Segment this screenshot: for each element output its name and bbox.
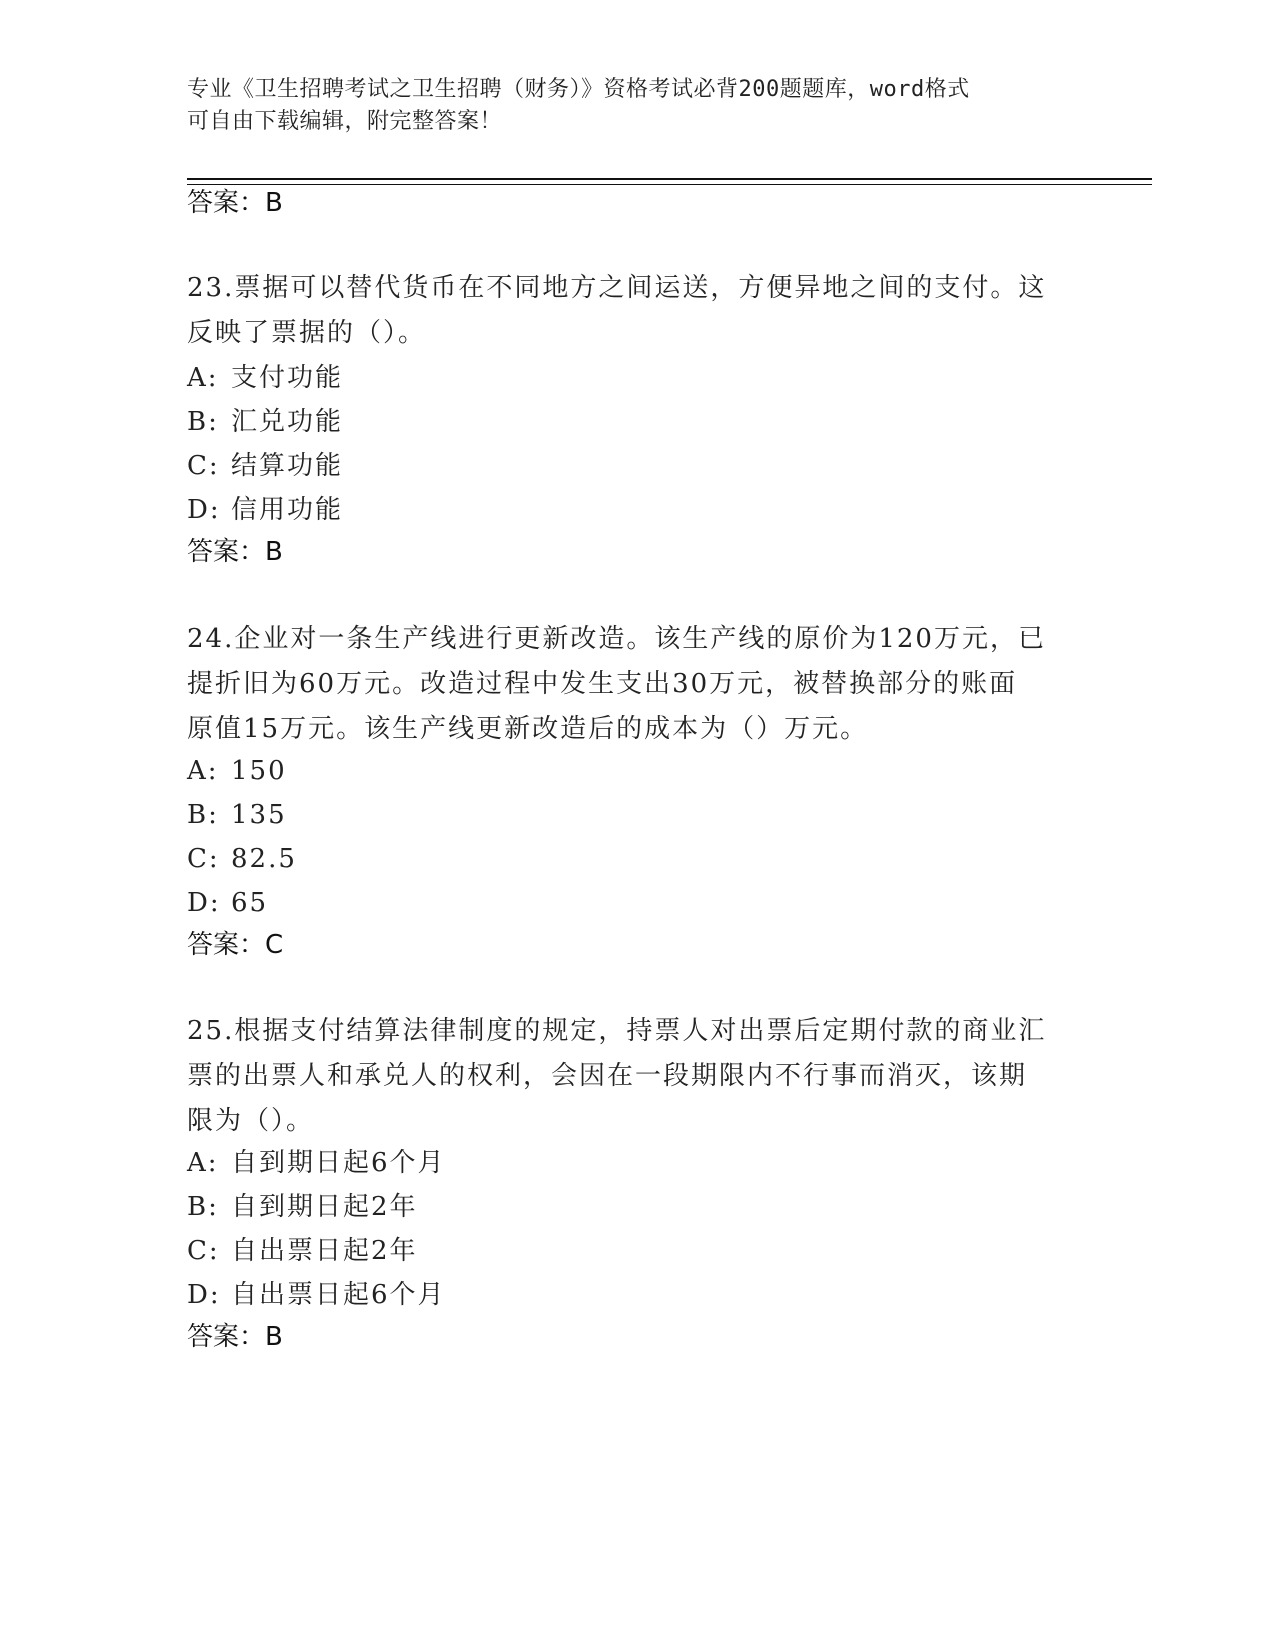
question-stem-line: 提折旧为60万元。改造过程中发生支出30万元，被替换部分的账面: [187, 669, 1018, 699]
previous-answer: 答案：B: [187, 188, 283, 218]
question-stem-line: 25.根据支付结算法律制度的规定，持票人对出票后定期付款的商业汇: [187, 1016, 1047, 1046]
option-text: 信用功能: [231, 495, 344, 525]
option-text: 结算功能: [231, 451, 344, 481]
question-24-option-a: [187, 751, 287, 791]
question-25-stem: [187, 1009, 1087, 1144]
option-key: A:: [187, 1148, 219, 1178]
option-text: 自到期日起6个月: [231, 1148, 446, 1178]
question-stem-line: 票的出票人和承兑人的权利，会因在一段期限内不行事而消灭，该期: [187, 1061, 1028, 1091]
option-key: A:: [187, 363, 219, 393]
option-text: 135: [231, 800, 287, 830]
question-25-option-b: [187, 1187, 418, 1227]
option-text: 82.5: [231, 844, 297, 874]
question-stem-line: 24.企业对一条生产线进行更新改造。该生产线的原价为120万元，已: [187, 624, 1046, 654]
option-key: B:: [187, 800, 219, 830]
header-line-1: 专业《卫生招聘考试之卫生招聘（财务）》资格考试必背200题题库，word格式: [187, 77, 970, 102]
question-24-option-d: [187, 883, 268, 923]
question-23-option-a: [187, 358, 343, 398]
document-header: [187, 74, 1087, 138]
header-divider-thick: [187, 178, 1152, 180]
option-key: C:: [187, 451, 220, 481]
question-25-option-d: [187, 1275, 446, 1315]
option-text: 65: [231, 888, 269, 918]
question-stem-line: 反映了票据的（）。: [187, 318, 427, 348]
question-23-answer: 答案：B: [187, 537, 283, 567]
option-key: C:: [187, 844, 220, 874]
question-stem-line: 原值15万元。该生产线更新改造后的成本为（）万元。: [187, 714, 869, 744]
option-key: D:: [187, 1280, 221, 1310]
option-text: 汇兑功能: [231, 407, 344, 437]
option-text: 自出票日起6个月: [231, 1280, 446, 1310]
question-stem-line: 23.票据可以替代货币在不同地方之间运送，方便异地之间的支付。这: [187, 273, 1047, 303]
header-line-2: 可自由下载编辑，附完整答案！: [187, 109, 503, 134]
option-key: D:: [187, 495, 221, 525]
option-text: 自到期日起2年: [231, 1192, 418, 1222]
question-23-option-c: [187, 446, 343, 486]
question-25-option-c: [187, 1231, 418, 1271]
question-23-option-d: [187, 490, 343, 530]
question-23-option-b: [187, 402, 343, 442]
option-key: C:: [187, 1236, 220, 1266]
question-25-option-a: [187, 1143, 446, 1183]
question-24-answer: 答案：C: [187, 930, 284, 960]
question-23-stem: [187, 266, 1087, 356]
option-key: B:: [187, 407, 219, 437]
question-24-option-b: [187, 795, 287, 835]
option-key: A:: [187, 756, 219, 786]
option-text: 自出票日起2年: [231, 1236, 418, 1266]
option-text: 支付功能: [231, 363, 344, 393]
option-text: 150: [231, 756, 287, 786]
question-24-stem: [187, 617, 1087, 752]
question-stem-line: 限为（）。: [187, 1106, 315, 1136]
option-key: D:: [187, 888, 221, 918]
option-key: B:: [187, 1192, 219, 1222]
header-divider-thin: [187, 184, 1152, 185]
question-25-answer: 答案：B: [187, 1322, 283, 1352]
question-24-option-c: [187, 839, 297, 879]
